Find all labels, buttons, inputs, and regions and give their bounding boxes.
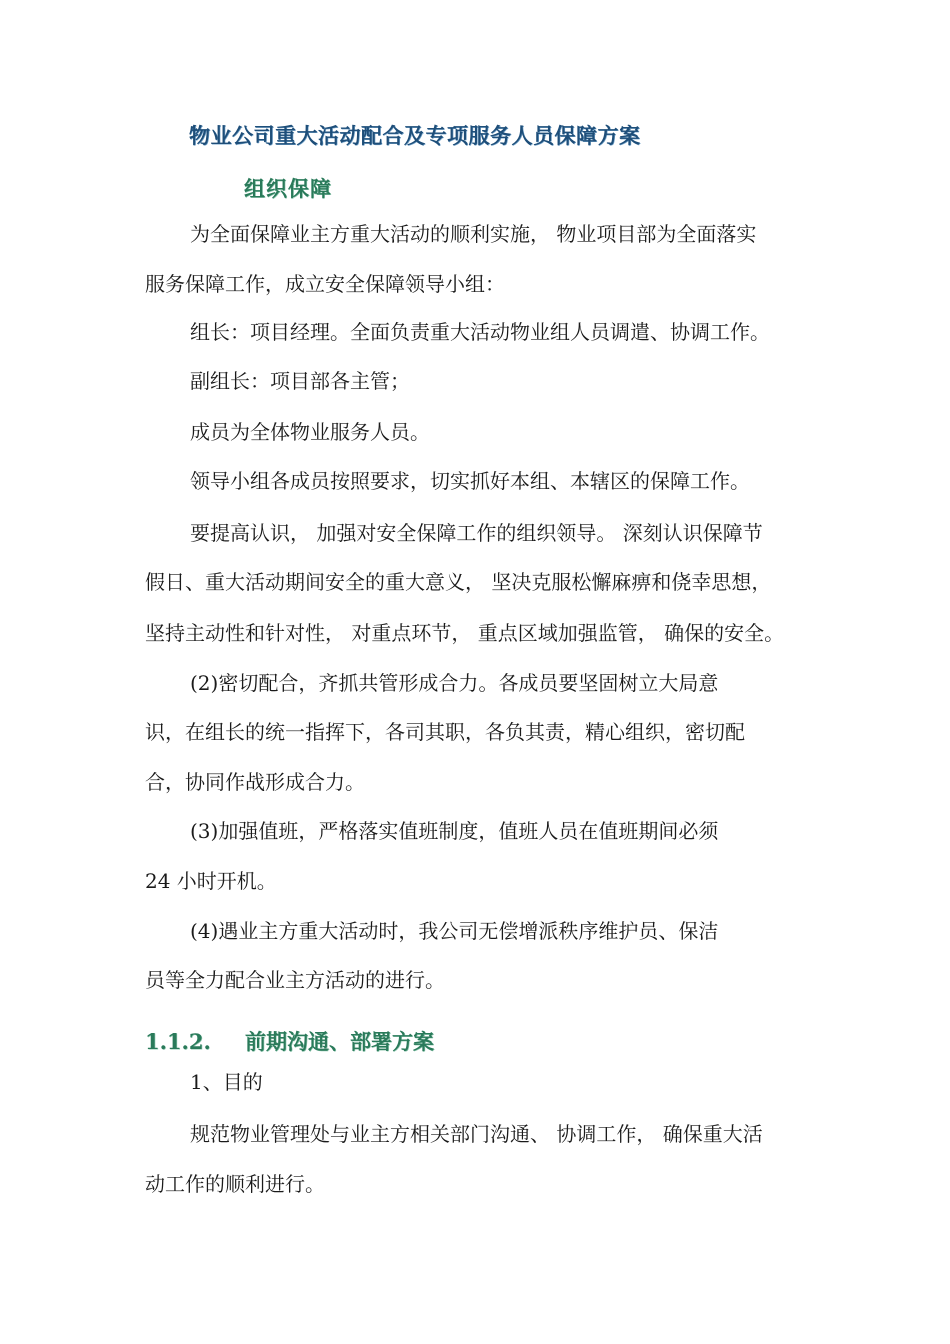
section-number: 1.1.2. bbox=[145, 1029, 211, 1054]
paragraph-line: (2)密切配合，齐抓共管形成合力。各成员要坚固树立大局意 bbox=[190, 671, 719, 695]
section-heading-communication bbox=[145, 1026, 434, 1056]
paragraph-line: 坚持主动性和针对性， 对重点环节， 重点区域加强监管， 确保的安全。 bbox=[145, 621, 785, 645]
paragraph-line: 24 小时开机。 bbox=[145, 869, 277, 893]
paragraph-line: (3)加强值班，严格落实值班制度，值班人员在值班期间必须 bbox=[190, 819, 719, 843]
paragraph-line: 识，在组长的统一指挥下，各司其职，各负其责，精心组织，密切配 bbox=[145, 720, 745, 744]
paragraph-line: 要提高认识， 加强对安全保障工作的组织领导。 深刻认识保障节 bbox=[190, 521, 763, 545]
paragraph-line: 领导小组各成员按照要求，切实抓好本组、本辖区的保障工作。 bbox=[190, 469, 750, 493]
document-title: 物业公司重大活动配合及专项服务人员保障方案 bbox=[189, 124, 641, 148]
paragraph-line: 1、目的 bbox=[190, 1070, 263, 1094]
paragraph-line: 为全面保障业主方重大活动的顺利实施， 物业项目部为全面落实 bbox=[190, 222, 757, 246]
paragraph-line: 组长：项目经理。全面负责重大活动物业组人员调遣、协调工作。 bbox=[190, 320, 770, 344]
paragraph-line: 假日、重大活动期间安全的重大意义， 坚决克服松懈麻痹和侥幸思想， bbox=[145, 570, 772, 594]
paragraph-line: (4)遇业主方重大活动时，我公司无偿增派秩序维护员、保洁 bbox=[190, 919, 719, 943]
paragraph-line: 成员为全体物业服务人员。 bbox=[190, 420, 430, 444]
paragraph-line: 服务保障工作，成立安全保障领导小组： bbox=[145, 272, 505, 296]
section-heading-organization: 组织保障 bbox=[244, 177, 332, 201]
paragraph-line: 规范物业管理处与业主方相关部门沟通、 协调工作， 确保重大活 bbox=[190, 1122, 763, 1146]
section-title: 前期沟通、部署方案 bbox=[245, 1030, 434, 1054]
paragraph-line: 副组长：项目部各主管； bbox=[190, 369, 410, 393]
paragraph-line: 员等全力配合业主方活动的进行。 bbox=[145, 968, 445, 992]
paragraph-line: 动工作的顺利进行。 bbox=[145, 1172, 325, 1196]
paragraph-line: 合，协同作战形成合力。 bbox=[145, 770, 365, 794]
